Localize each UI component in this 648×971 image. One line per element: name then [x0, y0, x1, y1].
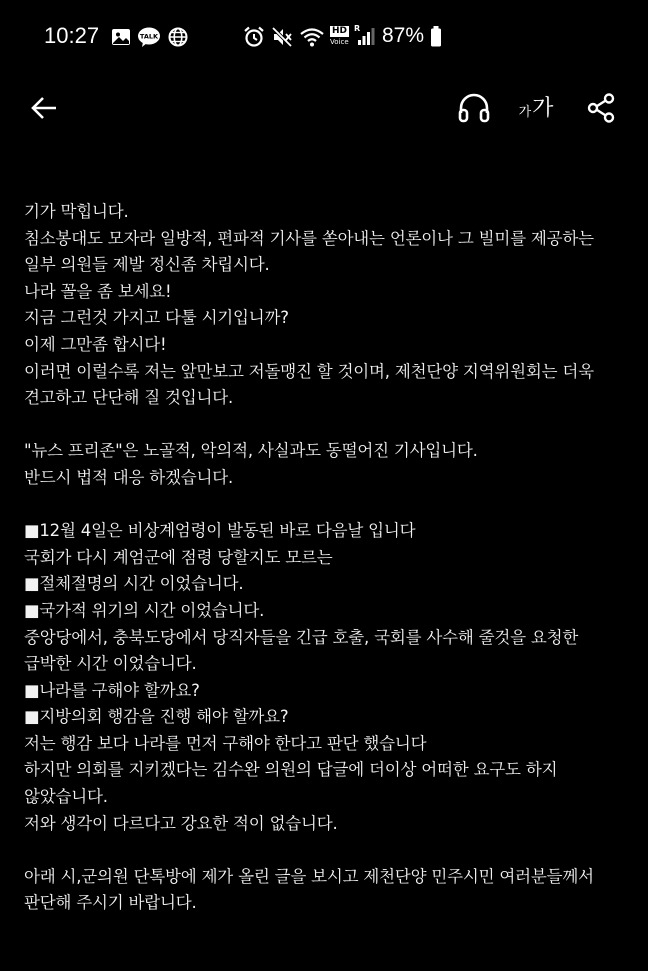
font-size-large-label: 가	[532, 96, 554, 121]
roaming-label: R	[354, 24, 361, 33]
article-line: 침소봉대도 모자라 일방적, 편파적 기사를 쏟아내는 언론이나 그 빌미를 제공하는	[24, 228, 594, 248]
network-type-indicator	[330, 24, 361, 48]
article-line: 나라 꼴을 좀 보세요!	[24, 281, 172, 301]
listen-button[interactable]	[454, 88, 494, 128]
article-line: 아래 시,군의원 단톡방에 제가 올린 글을 보시고 제천단양 민주시민 여러분들께서	[24, 866, 594, 886]
article-line: 일부 의원들 제발 정신좀 차립시다.	[24, 255, 270, 275]
article-line: 국회가 다시 계엄군에 점령 당할지도 모르는	[24, 547, 333, 567]
signal-icon	[357, 25, 375, 49]
article-body	[24, 199, 634, 917]
article-toolbar	[0, 76, 648, 140]
article-line: 않았습니다.	[24, 787, 108, 807]
article-line	[24, 412, 634, 439]
article-line: 이제 그만좀 합시다!	[24, 334, 167, 354]
battery-percent: 87%	[382, 24, 425, 47]
article-line: 급박한 시간 이었습니다.	[24, 654, 197, 674]
article-line: ■12월 4일은 비상계엄령이 발동된 바로 다음날 입니다	[24, 521, 416, 541]
article-line: ■나라를 구해야 할까요?	[24, 680, 200, 700]
font-size-button[interactable]	[512, 88, 560, 128]
font-size-small-label: 가	[518, 105, 532, 120]
alarm-icon	[243, 25, 265, 49]
article-line: 지금 그런것 가지고 다툴 시기입니까?	[24, 308, 289, 328]
hd-badge: HD	[332, 26, 348, 36]
article-line: 이러면 이럴수록 저는 앞만보고 저돌맹진 할 것이며, 제천단양 지역위원회는 더욱	[24, 361, 594, 381]
article-line: 견고하고 단단해 질 것입니다.	[24, 388, 234, 408]
article-line: ■국가적 위기의 시간 이었습니다.	[24, 600, 265, 620]
article-line	[24, 837, 634, 864]
arrow-left-icon	[29, 93, 59, 123]
share-icon	[585, 92, 617, 124]
article-line: 기가 막힙니다.	[24, 202, 129, 221]
article-line: 중앙당에서, 충북도당에서 당직자들을 긴급 호출, 국회를 사수해 줄것을 요청한	[24, 627, 579, 647]
share-button[interactable]	[581, 88, 621, 128]
back-button[interactable]	[24, 88, 64, 128]
globe-icon	[167, 25, 189, 49]
talk-label: TALK	[139, 32, 159, 41]
article-line	[24, 492, 634, 519]
gallery-icon	[111, 25, 131, 49]
article-line: ■지방의회 행감을 진행 해야 할까요?	[24, 707, 289, 727]
battery-icon	[430, 25, 442, 49]
status-bar	[0, 0, 648, 76]
status-time: 10:27	[44, 23, 100, 48]
article-line: ■절체절명의 시간 이었습니다.	[24, 574, 244, 594]
article-line: 판단해 주시기 바랍니다.	[24, 893, 197, 913]
article-line: "뉴스 프리존"은 노골적, 악의적, 사실과도 동떨어진 기사입니다.	[24, 441, 478, 461]
article-line: 반드시 법적 대응 하겠습니다.	[24, 467, 234, 487]
wifi-icon	[299, 25, 325, 49]
talk-icon	[137, 25, 161, 49]
article-line: 저는 행감 보다 나라를 먼저 구해야 한다고 판단 했습니다	[24, 733, 427, 753]
article-line: 하지만 의회를 지키겠다는 김수완 의원의 답글에 더이상 어떠한 요구도 하지	[24, 760, 558, 780]
mute-icon	[271, 25, 293, 49]
article-line: 저와 생각이 다르다고 강요한 적이 없습니다.	[24, 813, 338, 833]
voice-label: Voice	[330, 38, 349, 46]
headphones-icon	[457, 91, 491, 125]
